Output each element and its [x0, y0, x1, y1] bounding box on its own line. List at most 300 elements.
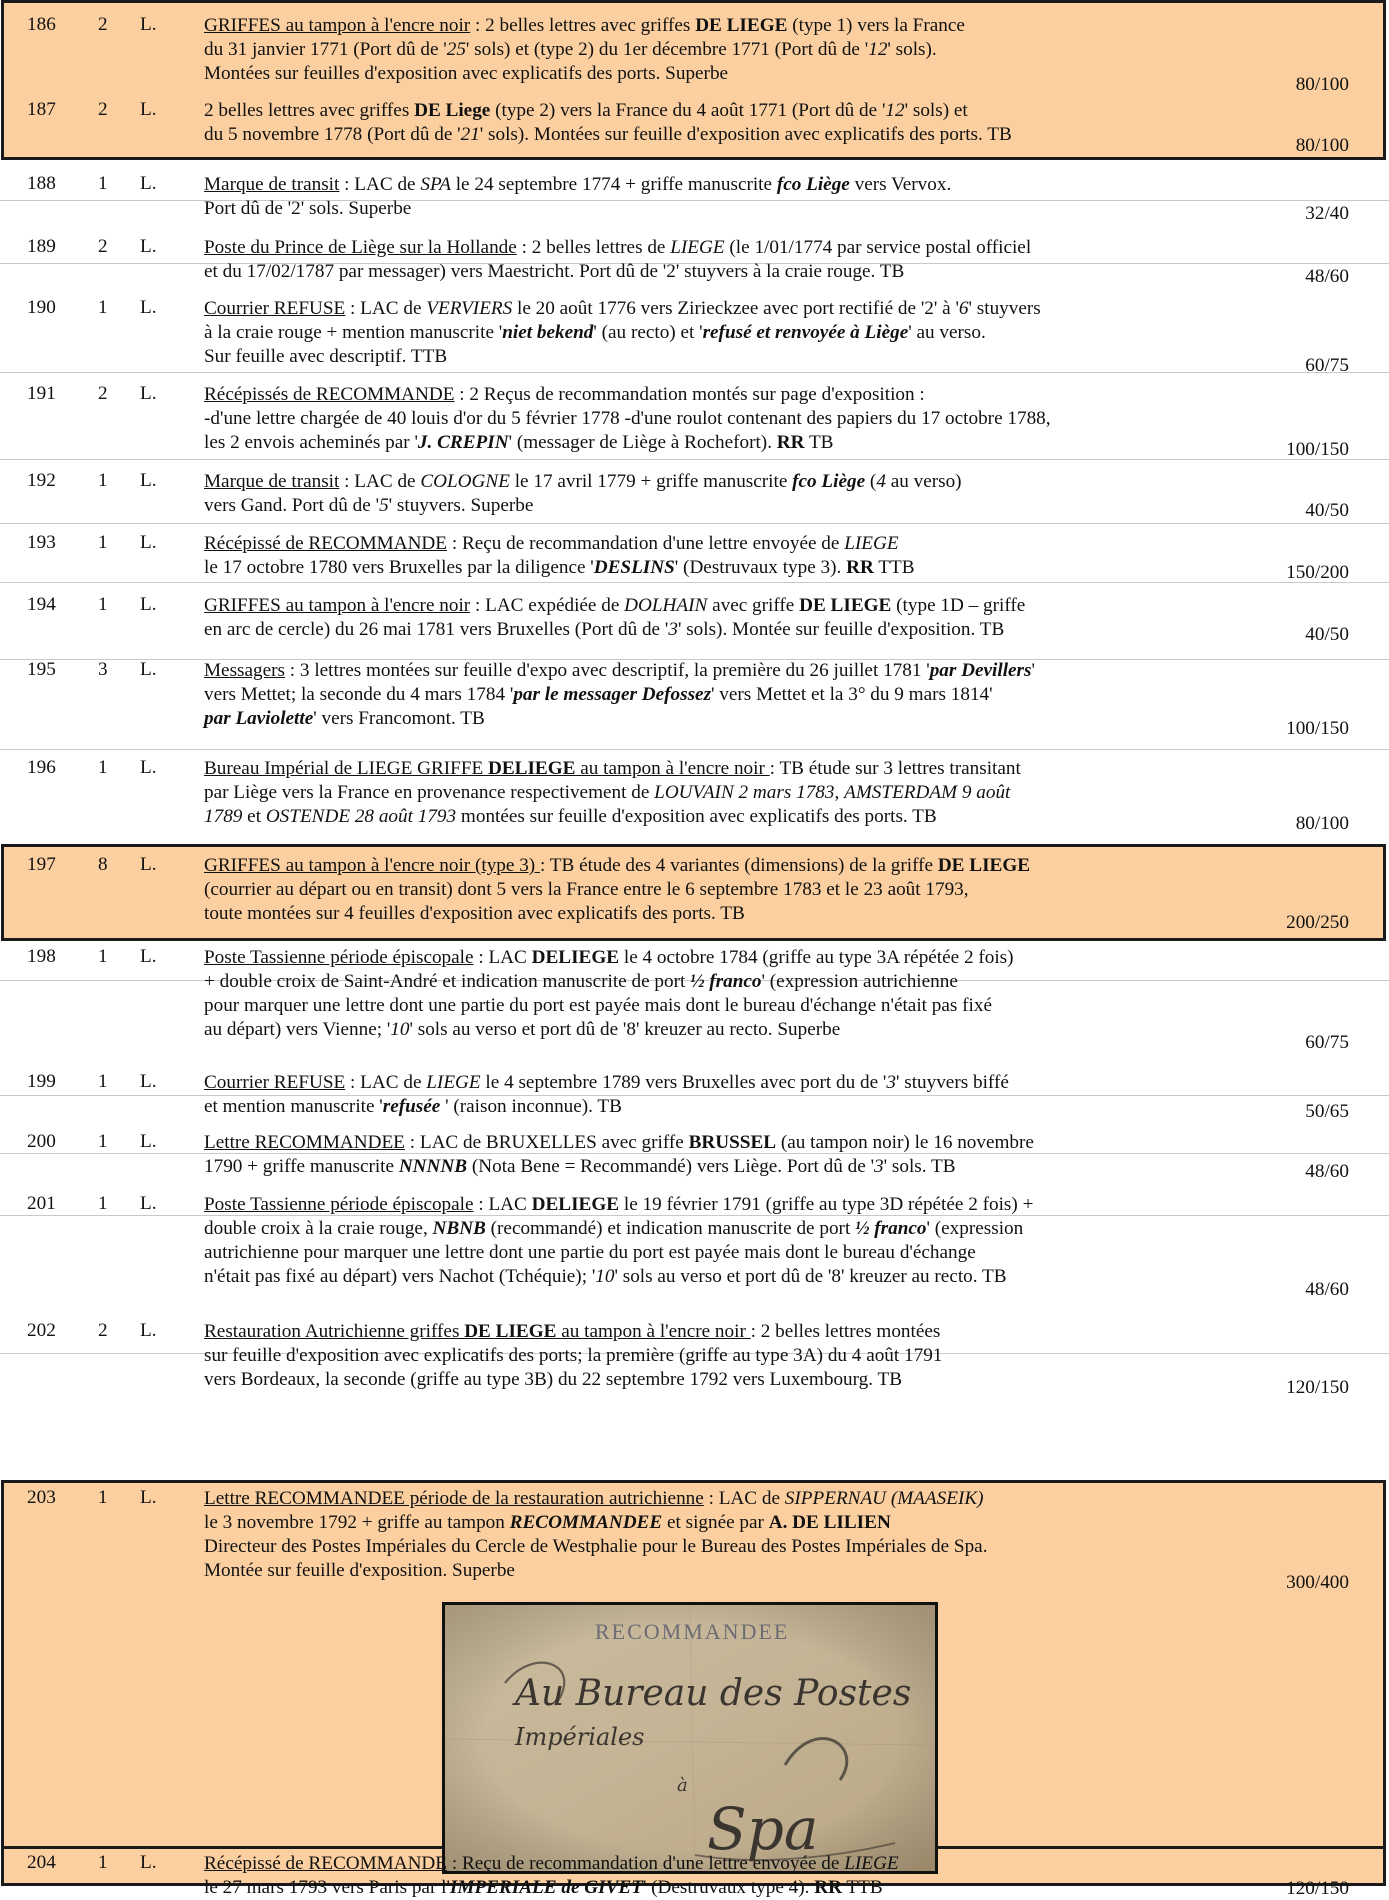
- lot-number: 192: [27, 470, 56, 491]
- description-segment: vers Bordeaux, la seconde (griffe au type 3B) du 22 septembre 1792 vers Luxembourg. TB: [204, 1369, 903, 1390]
- lot-quantity: 1: [98, 1852, 108, 1873]
- description-segment: TTB: [841, 1877, 883, 1898]
- description-segment: ': [1031, 660, 1035, 681]
- description-segment: du 31 janvier 1771 (Port dû de ': [204, 39, 447, 60]
- lot-number: 195: [27, 659, 56, 680]
- description-line: [204, 878, 1314, 902]
- description-segment: (type 2) vers la France du 4 août 1771 (Port dû de ': [490, 100, 886, 121]
- lot-description: [204, 1071, 1314, 1119]
- description-segment: Poste du Prince de Liège sur la Hollande: [204, 237, 517, 258]
- lot-number: 190: [27, 297, 56, 318]
- description-segment: vers Mettet; la seconde du 4 mars 1784 ': [204, 684, 514, 705]
- lot-unit: L.: [140, 173, 157, 194]
- lot-number: 198: [27, 946, 56, 967]
- description-segment: refusé et renvoyée à Liège: [702, 322, 909, 343]
- row-separator: [0, 523, 1389, 524]
- lot-estimate: 120/150: [1286, 1377, 1349, 1398]
- description-segment: 3: [668, 619, 678, 640]
- lot-description: [204, 470, 1314, 518]
- description-segment: le 17 octobre 1780 vers Bruxelles par la diligence ': [204, 557, 594, 578]
- description-line: [204, 683, 1314, 707]
- description-segment: Port dû de '2' sols. Superbe: [204, 198, 412, 219]
- description-segment: (type 1) vers la France: [787, 15, 965, 36]
- description-segment: : LAC expédiée de: [470, 595, 625, 616]
- description-segment: ½ franco: [855, 1218, 927, 1239]
- description-segment: ' (expression: [926, 1218, 1024, 1239]
- description-segment: : 2 belles lettres de: [516, 237, 671, 258]
- description-segment: : 2 belles lettres montées: [750, 1321, 941, 1342]
- description-segment: en arc de cercle) du 26 mai 1781 vers Bruxelles (Port dû de ': [204, 619, 669, 640]
- description-segment: NBNB: [432, 1218, 486, 1239]
- description-line: [204, 260, 1314, 284]
- description-segment: : LAC: [473, 947, 532, 968]
- description-segment: DE LIEGE: [464, 1321, 557, 1342]
- description-segment: au verso): [885, 471, 962, 492]
- description-segment: DELIEGE: [488, 758, 576, 779]
- description-segment: Bureau Impérial de LIEGE GRIFFE: [204, 758, 489, 779]
- description-line: [204, 946, 1314, 970]
- lot-number: 193: [27, 532, 56, 553]
- description-segment: : 2 belles lettres avec griffes: [470, 15, 696, 36]
- description-segment: ' (raison inconnue). TB: [440, 1096, 622, 1117]
- description-line: [204, 805, 1314, 829]
- lot-number: 191: [27, 383, 56, 404]
- lot-unit: L.: [140, 297, 157, 318]
- description-segment: AMSTERDAM 9 août: [844, 782, 1011, 803]
- description-line: [204, 707, 1314, 731]
- description-segment: et: [242, 806, 266, 827]
- description-segment: 10: [390, 1019, 410, 1040]
- description-segment: LIEGE: [670, 237, 725, 258]
- description-segment: : LAC de BRUXELLES avec griffe: [404, 1132, 689, 1153]
- description-segment: (Nota Bene = Recommandé) vers Liège. Port dû de ': [467, 1156, 875, 1177]
- description-line: [204, 1155, 1314, 1179]
- description-segment: autrichienne pour marquer une lettre dont une partie du port est payée mais dont le bureau d'échange: [204, 1242, 976, 1263]
- lot-unit: L.: [140, 470, 157, 491]
- row-separator: [0, 749, 1389, 750]
- description-segment: Poste Tassienne période épiscopale: [204, 947, 474, 968]
- lot-unit: L.: [140, 236, 157, 257]
- lot-number: 203: [27, 1487, 56, 1508]
- lot-description: [204, 1320, 1314, 1392]
- lot-unit: L.: [140, 1320, 157, 1341]
- description-segment: montées sur feuille d'exposition avec explicatifs des ports. TB: [456, 806, 937, 827]
- description-segment: Montée sur feuille d'exposition. Superbe: [204, 1560, 515, 1581]
- description-segment: ' sols). Montée sur feuille d'exposition. TB: [677, 619, 1005, 640]
- address-line: Au Bureau des Postes: [515, 1673, 912, 1714]
- description-segment: niet bekend: [502, 322, 594, 343]
- description-segment: par Liège vers la France en provenance respectivement de: [204, 782, 655, 803]
- description-segment: le 4 octobre 1784 (griffe au type 3A répétée 2 fois): [619, 947, 1014, 968]
- description-segment: vers Gand. Port dû de ': [204, 495, 380, 516]
- description-segment: ' stuyvers. Superbe: [388, 495, 534, 516]
- lot-quantity: 1: [98, 594, 108, 615]
- lot-estimate: 48/60: [1305, 266, 1349, 287]
- lot-number: 202: [27, 1320, 56, 1341]
- lot-number: 199: [27, 1071, 56, 1092]
- lot-quantity: 2: [98, 1320, 108, 1341]
- description-segment: (le 1/01/1774 par service postal officiel: [724, 237, 1032, 258]
- description-segment: DOLHAIN: [624, 595, 708, 616]
- row-separator: [0, 582, 1389, 583]
- description-segment: Marque de transit: [204, 471, 340, 492]
- lot-estimate: 48/60: [1305, 1161, 1349, 1182]
- lot-unit: L.: [140, 99, 157, 120]
- lot-quantity: 1: [98, 297, 108, 318]
- description-segment: refusée: [382, 1096, 441, 1117]
- description-line: [204, 383, 1314, 407]
- description-segment: : LAC de: [339, 471, 421, 492]
- description-segment: SPA: [420, 174, 451, 195]
- lot-description: [204, 659, 1314, 731]
- description-line: [204, 1876, 1314, 1900]
- lot-estimate: 50/65: [1305, 1101, 1349, 1122]
- lot-quantity: 2: [98, 14, 108, 35]
- description-segment: 1790 + griffe manuscrite: [204, 1156, 399, 1177]
- description-segment: 2 belles lettres avec griffes: [204, 100, 415, 121]
- description-segment: ' vers Mettet et la 3° du 9 mars 1814': [711, 684, 993, 705]
- description-segment: le 4 septembre 1789 vers Bruxelles avec port du de ': [480, 1072, 887, 1093]
- description-segment: au départ) vers Vienne; ': [204, 1019, 391, 1040]
- lot-unit: L.: [140, 532, 157, 553]
- description-segment: 3: [886, 1072, 896, 1093]
- description-segment: : LAC de: [345, 1072, 427, 1093]
- description-segment: TTB: [873, 557, 915, 578]
- description-segment: sur feuille d'exposition avec explicatifs des ports; la première (griffe au type 3A) du 4 août 1791: [204, 1345, 943, 1366]
- description-line: [204, 1511, 1314, 1535]
- lot-description: [204, 173, 1314, 221]
- lot-unit: L.: [140, 383, 157, 404]
- lot-number: 197: [27, 854, 56, 875]
- cover-letter-image: [445, 1605, 935, 1871]
- description-segment: 6: [958, 298, 969, 319]
- description-segment: RR: [776, 432, 805, 453]
- description-segment: 12: [885, 100, 905, 121]
- description-segment: (au tampon noir) le 16 novembre: [776, 1132, 1034, 1153]
- description-segment: LIEGE: [426, 1072, 481, 1093]
- description-segment: : TB étude sur 3 lettres transitant: [769, 758, 1021, 779]
- description-segment: le 19 février 1791 (griffe au type 3D répétée 2 fois) +: [619, 1194, 1034, 1215]
- description-segment: (courrier au départ ou en transit) dont 5 vers la France entre le 6 septembre 1783 et le 23 août 1793,: [204, 879, 969, 900]
- description-segment: par le messager Defossez: [513, 684, 712, 705]
- description-segment: -d'une lettre chargée de 40 louis d'or du 5 février 1778 -d'une roulot contenant des papiers du 17 octobre 1788,: [204, 408, 1051, 429]
- description-line: [204, 659, 1314, 683]
- lot-estimate: 80/100: [1295, 135, 1349, 156]
- description-segment: ' (Destruvaux type 4).: [642, 1877, 815, 1898]
- description-line: [204, 556, 1314, 580]
- description-segment: RECOMMANDEE: [509, 1512, 663, 1533]
- lot-description: [204, 1131, 1314, 1179]
- description-segment: DESLINS: [593, 557, 675, 578]
- lot-description: [204, 757, 1314, 829]
- lot-description: [204, 14, 1314, 86]
- lot-description: [204, 236, 1314, 284]
- description-line: [204, 236, 1314, 260]
- description-segment: (type 1D – griffe: [891, 595, 1026, 616]
- description-line: [204, 1487, 1314, 1511]
- lot-description: [204, 383, 1314, 455]
- description-segment: ' sols) et (type 2) du 1er décembre 1771 (Port dû de ': [465, 39, 869, 60]
- description-segment: DELIEGE: [531, 1194, 620, 1215]
- description-line: [204, 1018, 1314, 1042]
- description-segment: IMPERIALE de GIVET: [449, 1877, 643, 1898]
- description-segment: OSTENDE 28 août 1793: [265, 806, 457, 827]
- description-segment: le 20 août 1776 vers Zirieckzee avec port rectifié de '2' à ': [512, 298, 959, 319]
- description-segment: ½ franco: [690, 971, 762, 992]
- description-segment: ' sols au verso et port dû de '8' kreuzer au recto. TB: [614, 1266, 1007, 1287]
- description-segment: et mention manuscrite ': [204, 1096, 383, 1117]
- description-line: [204, 407, 1314, 431]
- description-line: [204, 321, 1314, 345]
- description-line: [204, 99, 1314, 123]
- description-line: [204, 297, 1314, 321]
- lot-number: 187: [27, 99, 56, 120]
- description-segment: 1789: [204, 806, 243, 827]
- description-segment: le 27 mars 1793 vers Paris par l': [204, 1877, 450, 1898]
- description-line: [204, 1131, 1314, 1155]
- description-line: [204, 1193, 1314, 1217]
- description-segment: A. DE LILIEN: [768, 1512, 891, 1533]
- description-segment: : Reçu de recommandation d'une lettre envoyée de: [447, 1853, 845, 1874]
- description-line: [204, 781, 1314, 805]
- description-line: [204, 1241, 1314, 1265]
- description-segment: : Reçu de recommandation d'une lettre envoyée de: [447, 533, 845, 554]
- lot-estimate: 200/250: [1286, 912, 1349, 933]
- description-segment: TB: [804, 432, 834, 453]
- description-segment: DE Liege: [414, 100, 491, 121]
- row-separator: [0, 459, 1389, 460]
- description-segment: fco Liège: [776, 174, 850, 195]
- description-line: [204, 1852, 1314, 1876]
- description-segment: 21: [460, 124, 480, 145]
- description-segment: VERVIERS: [426, 298, 513, 319]
- lot-description: [204, 99, 1314, 147]
- description-segment: du 5 novembre 1778 (Port dû de ': [204, 124, 461, 145]
- lot-quantity: 1: [98, 946, 108, 967]
- description-segment: vers Vervox.: [849, 174, 952, 195]
- lot-quantity: 1: [98, 173, 108, 194]
- description-line: [204, 123, 1314, 147]
- description-segment: Restauration Autrichienne griffes: [204, 1321, 465, 1342]
- description-segment: ' vers Francomont. TB: [313, 708, 485, 729]
- lot-description: [204, 854, 1314, 926]
- lot-unit: L.: [140, 659, 157, 680]
- description-segment: BRUSSEL: [688, 1132, 777, 1153]
- lot-estimate: 80/100: [1295, 74, 1349, 95]
- lot-estimate: 32/40: [1305, 203, 1349, 224]
- lot-unit: L.: [140, 757, 157, 778]
- lot-estimate: 40/50: [1305, 500, 1349, 521]
- description-segment: ' sols). Montées sur feuille d'exposition avec explicatifs des ports. TB: [479, 124, 1012, 145]
- description-line: [204, 1344, 1314, 1368]
- description-segment: SIPPERNAU (MAASEIK): [784, 1488, 984, 1509]
- description-segment: : LAC: [473, 1194, 532, 1215]
- lot-quantity: 2: [98, 383, 108, 404]
- description-segment: RR: [814, 1877, 842, 1898]
- lot-description: [204, 1487, 1314, 1583]
- description-segment: ,: [834, 782, 845, 803]
- description-segment: avec griffe: [707, 595, 800, 616]
- lot-quantity: 1: [98, 1193, 108, 1214]
- description-segment: Montées sur feuilles d'exposition avec explicatifs des ports. Superbe: [204, 63, 729, 84]
- description-segment: Récépissés de RECOMMANDE: [204, 384, 455, 405]
- description-line: [204, 431, 1314, 455]
- description-segment: 12: [868, 39, 888, 60]
- description-segment: Messagers: [204, 660, 285, 681]
- description-segment: DE LIEGE: [695, 15, 788, 36]
- description-segment: Directeur des Postes Impériales du Cercle de Westphalie pour le Bureau des Postes Impériales de Spa.: [204, 1536, 988, 1557]
- description-line: [204, 14, 1314, 38]
- description-segment: : 3 lettres montées sur feuille d'expo avec descriptif, la première du 26 juillet 1781 ': [285, 660, 930, 681]
- description-segment: COLOGNE: [420, 471, 510, 492]
- description-segment: (recommandé) et indication manuscrite de port: [485, 1218, 856, 1239]
- lot-number: 201: [27, 1193, 56, 1214]
- description-segment: au tampon à l'encre noir: [556, 1321, 751, 1342]
- lot-description: [204, 532, 1314, 580]
- description-segment: LOUVAIN 2 mars 1783: [654, 782, 835, 803]
- description-line: [204, 1559, 1314, 1583]
- lot-description: [204, 1193, 1314, 1289]
- lot-unit: L.: [140, 14, 157, 35]
- description-segment: ' au verso.: [908, 322, 986, 343]
- description-segment: GRIFFES au tampon à l'encre noir (type 3): [204, 855, 540, 876]
- lot-quantity: 1: [98, 1071, 108, 1092]
- row-separator: [0, 372, 1389, 373]
- description-segment: (: [865, 471, 877, 492]
- lot-estimate: 150/200: [1286, 562, 1349, 583]
- description-segment: et du 17/02/1787 par messager) vers Maestricht. Port dû de '2' stuyvers à la craie rouge. TB: [204, 261, 905, 282]
- description-segment: ' (au recto) et ': [593, 322, 703, 343]
- description-segment: ' (messager de Liège à Rochefort).: [508, 432, 777, 453]
- description-segment: + double croix de Saint-André et indication manuscrite de port: [204, 971, 691, 992]
- description-segment: à la craie rouge + mention manuscrite ': [204, 322, 503, 343]
- lot-unit: L.: [140, 1131, 157, 1152]
- description-segment: 3: [874, 1156, 884, 1177]
- description-line: [204, 618, 1314, 642]
- description-line: [204, 197, 1314, 221]
- description-segment: 10: [595, 1266, 615, 1287]
- description-line: [204, 1320, 1314, 1344]
- description-line: [204, 470, 1314, 494]
- lot-unit: L.: [140, 1487, 157, 1508]
- lot-quantity: 1: [98, 1487, 108, 1508]
- description-line: [204, 1265, 1314, 1289]
- description-segment: Courrier REFUSE: [204, 1072, 346, 1093]
- description-line: [204, 1535, 1314, 1559]
- lot-number: 200: [27, 1131, 56, 1152]
- description-segment: pour marquer une lettre dont une partie du port est payée mais dont le bureau d'échange n'était pas fixé: [204, 995, 992, 1016]
- lot-estimate: 80/100: [1295, 813, 1349, 834]
- description-line: [204, 38, 1314, 62]
- description-line: [204, 345, 1314, 369]
- lot-number: 188: [27, 173, 56, 194]
- description-line: [204, 902, 1314, 926]
- description-segment: ' sols) et: [904, 100, 968, 121]
- lot-number: 196: [27, 757, 56, 778]
- lot-unit: L.: [140, 854, 157, 875]
- description-line: [204, 1095, 1314, 1119]
- description-line: [204, 994, 1314, 1018]
- lot-estimate: 40/50: [1305, 624, 1349, 645]
- lot-quantity: 1: [98, 532, 108, 553]
- description-segment: au tampon à l'encre noir: [575, 758, 770, 779]
- description-line: [204, 970, 1314, 994]
- description-segment: : LAC de: [339, 174, 421, 195]
- description-segment: n'était pas fixé au départ) vers Nachot (Tchéquie); ': [204, 1266, 596, 1287]
- lot-number: 194: [27, 594, 56, 615]
- description-segment: LIEGE: [844, 1853, 899, 1874]
- description-segment: ' sols au verso et port dû de '8' kreuzer au recto. Superbe: [409, 1019, 841, 1040]
- description-segment: par Devillers: [929, 660, 1032, 681]
- description-segment: toute montées sur 4 feuilles d'exposition avec explicatifs des ports. TB: [204, 903, 745, 924]
- description-line: [204, 1368, 1314, 1392]
- description-line: [204, 494, 1314, 518]
- lot-unit: L.: [140, 1193, 157, 1214]
- description-segment: le 3 novembre 1792 + griffe au tampon: [204, 1512, 510, 1533]
- description-segment: GRIFFES au tampon à l'encre noir: [204, 595, 471, 616]
- lot-estimate: 100/150: [1286, 439, 1349, 460]
- lot-quantity: 1: [98, 1131, 108, 1152]
- description-segment: Lettre RECOMMANDEE période de la restauration autrichienne: [204, 1488, 704, 1509]
- description-segment: ' sols. TB: [883, 1156, 956, 1177]
- description-segment: NNNNB: [398, 1156, 468, 1177]
- description-segment: : LAC de: [345, 298, 427, 319]
- description-line: [204, 62, 1314, 86]
- lot-quantity: 8: [98, 854, 108, 875]
- lot-description: [204, 594, 1314, 642]
- description-segment: Marque de transit: [204, 174, 340, 195]
- description-line: [204, 757, 1314, 781]
- address-line: Impériales: [515, 1723, 645, 1751]
- description-segment: DELIEGE: [531, 947, 620, 968]
- lot-quantity: 2: [98, 99, 108, 120]
- description-segment: le 17 avril 1779 + griffe manuscrite: [509, 471, 793, 492]
- lot-description: [204, 946, 1314, 1042]
- description-segment: : LAC de: [703, 1488, 785, 1509]
- description-segment: 5: [379, 495, 389, 516]
- description-segment: RR: [846, 557, 874, 578]
- description-segment: ' stuyvers biffé: [895, 1072, 1009, 1093]
- description-segment: Récépissé de RECOMMANDE: [204, 1853, 448, 1874]
- description-segment: et signée par: [662, 1512, 769, 1533]
- description-segment: ' stuyvers: [968, 298, 1041, 319]
- description-segment: LIEGE: [844, 533, 899, 554]
- lot-quantity: 1: [98, 757, 108, 778]
- description-segment: Sur feuille avec descriptif. TTB: [204, 346, 448, 367]
- lot-unit: L.: [140, 946, 157, 967]
- description-segment: les 2 envois acheminés par ': [204, 432, 418, 453]
- lot-quantity: 3: [98, 659, 108, 680]
- description-line: [204, 854, 1314, 878]
- cover-letter-photo: [442, 1602, 938, 1874]
- description-segment: : 2 Reçus de recommandation montés sur page d'exposition :: [454, 384, 925, 405]
- lot-estimate: 120/150: [1286, 1878, 1349, 1899]
- description-segment: ' (Destruvaux type 3).: [674, 557, 847, 578]
- description-segment: DE LIEGE: [937, 855, 1031, 876]
- description-segment: J. CREPIN: [417, 432, 509, 453]
- description-segment: GRIFFES au tampon à l'encre noir: [204, 15, 471, 36]
- lot-estimate: 300/400: [1286, 1572, 1349, 1593]
- description-segment: Poste Tassienne période épiscopale: [204, 1194, 474, 1215]
- lot-estimate: 60/75: [1305, 1032, 1349, 1053]
- description-segment: le 24 septembre 1774 + griffe manuscrite: [450, 174, 777, 195]
- lot-quantity: 1: [98, 470, 108, 491]
- lot-unit: L.: [140, 594, 157, 615]
- description-segment: : TB étude des 4 variantes (dimensions) de la griffe: [539, 855, 938, 876]
- description-segment: fco Liège: [792, 471, 866, 492]
- description-segment: double croix à la craie rouge,: [204, 1218, 433, 1239]
- description-segment: DE LIEGE: [799, 595, 892, 616]
